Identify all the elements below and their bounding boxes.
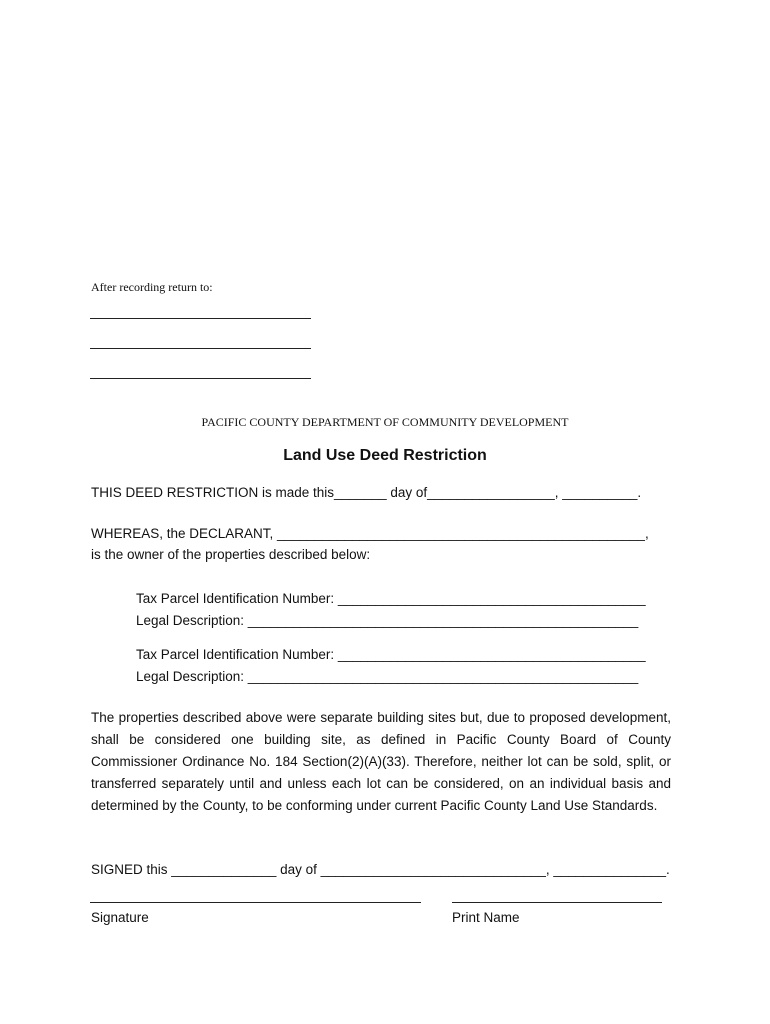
parcel-2-tax-id: Tax Parcel Identification Number: _________________________________________	[136, 647, 646, 662]
signature-label: Signature	[91, 910, 149, 925]
department-title: PACIFIC COUNTY DEPARTMENT OF COMMUNITY DEVELOPMENT	[201, 415, 569, 429]
return-address-line-3	[90, 378, 311, 379]
restriction-paragraph: The properties described above were separate building sites but, due to proposed development, shall be considered one building site, as defined in Pacific County Board of County Commissioner Ordinance No. 184 Section(2)(A)(33). Therefore, neither lot can be sold, split, or transferred separately until and unless each lot can be considered, on an individual basis and determined by the County, to be conforming under current Pacific County Land Use Standards.	[91, 710, 671, 813]
parcel-1-legal-description: Legal Description: ____________________________________________________	[136, 613, 639, 628]
owner-line: is the owner of the properties described below:	[91, 547, 371, 562]
signature-line	[90, 902, 421, 903]
return-label: After recording return to:	[91, 280, 213, 294]
return-address-line-1	[90, 318, 311, 319]
whereas-line: WHEREAS, the DECLARANT, _________________________________________________,	[91, 526, 649, 541]
print-name-line	[452, 902, 662, 903]
intro-line: THIS DEED RESTRICTION is made this_______ day of_________________, __________.	[91, 485, 642, 500]
parcel-1-tax-id: Tax Parcel Identification Number: _________________________________________	[136, 591, 646, 606]
parcel-2-legal-description: Legal Description: ____________________________________________________	[136, 669, 639, 684]
signed-line: SIGNED this ______________ day of ______________________________, _______________.	[91, 862, 670, 877]
return-address-line-2	[90, 348, 311, 349]
print-name-label: Print Name	[452, 910, 520, 925]
document-title: Land Use Deed Restriction	[283, 447, 487, 464]
